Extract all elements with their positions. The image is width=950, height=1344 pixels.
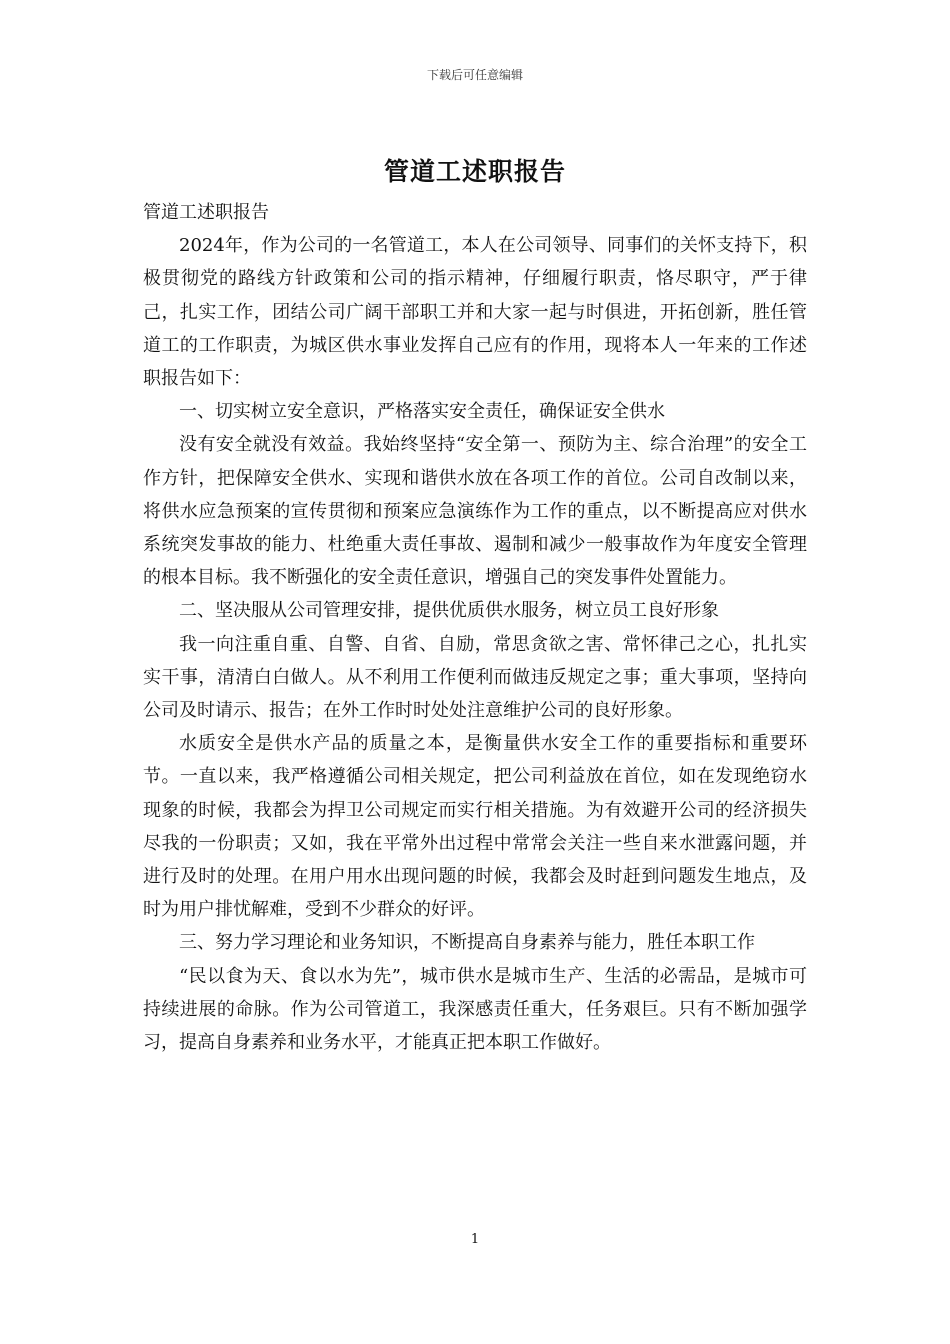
page-number: 1	[470, 1232, 480, 1247]
document-body	[143, 196, 807, 1059]
intro-paragraph: 2024年，作为公司的一名管道工，本人在公司领导、同事们的关怀支持下，积极贯彻党的路线方针政策和公司的指示精神，仔细履行职责，恪尽职守，严于律己，扎实工作，团结公司广阔干部职工并和大家一起与时俱进，开拓创新，胜任管道工的工作职责，为城区供水事业发挥自己应有的作用，现将本人一年来的工作述职报告如下：	[143, 235, 807, 390]
body-paragraph: 水质安全是供水产品的质量之本，是衡量供水安全工作的重要指标和重要环节。一直以来，我严格遵循公司相关规定，把公司利益放在首位，如在发现绝窃水现象的时候，我都会为捍卫公司规定而实行相关措施。为有效避开公司的经济损失尽我的一份职责；又如，我在平常外出过程中常常会关注一些自来水泄露问题，并进行及时的处理。在用户用水出现问题的时候，我都会及时赶到问题发生地点，及时为用户排忧解难，受到不少群众的好评。	[143, 733, 807, 921]
body-paragraph: 我一向注重自重、自警、自省、自励，常思贪欲之害、常怀律己之心，扎扎实实干事，清清白白做人。从不利用工作便利而做违反规定之事；重大事项，坚持向公司及时请示、报告；在外工作时时处处注意维护公司的良好形象。	[143, 633, 807, 722]
section-heading-3: 三、努力学习理论和业务知识，不断提高自身素养与能力，胜任本职工作	[179, 932, 755, 954]
section-heading-2: 二、坚决服从公司管理安排，提供优质供水服务，树立员工良好形象	[179, 600, 719, 622]
body-paragraph: 没有安全就没有效益。我始终坚持“安全第一、预防为主、综合治理”的安全工作方针，把保障安全供水、实现和谐供水放在各项工作的首位。公司自改制以来，将供水应急预案的宣传贯彻和预案应急演练作为工作的重点，以不断提高应对供水系统突发事故的能力、杜绝重大责任事故、遏制和减少一般事故作为年度安全管理的根本目标。我不断强化的安全责任意识，增强自己的突发事件处置能力。	[143, 434, 807, 589]
header-note: 下载后可任意编辑	[426, 68, 523, 82]
page-title: 管道工述职报告	[383, 157, 566, 186]
section-heading-1: 一、切实树立安全意识，严格落实安全责任，确保证安全供水	[179, 401, 665, 423]
subtitle-paragraph: 管道工述职报告	[143, 202, 269, 223]
body-paragraph: “民以食为天、食以水为先”，城市供水是城市生产、生活的必需品，是城市可持续进展的命脉。作为公司管道工，我深感责任重大，任务艰巨。只有不断加强学习，提高自身素养和业务水平，才能真正把本职工作做好。	[143, 965, 807, 1054]
